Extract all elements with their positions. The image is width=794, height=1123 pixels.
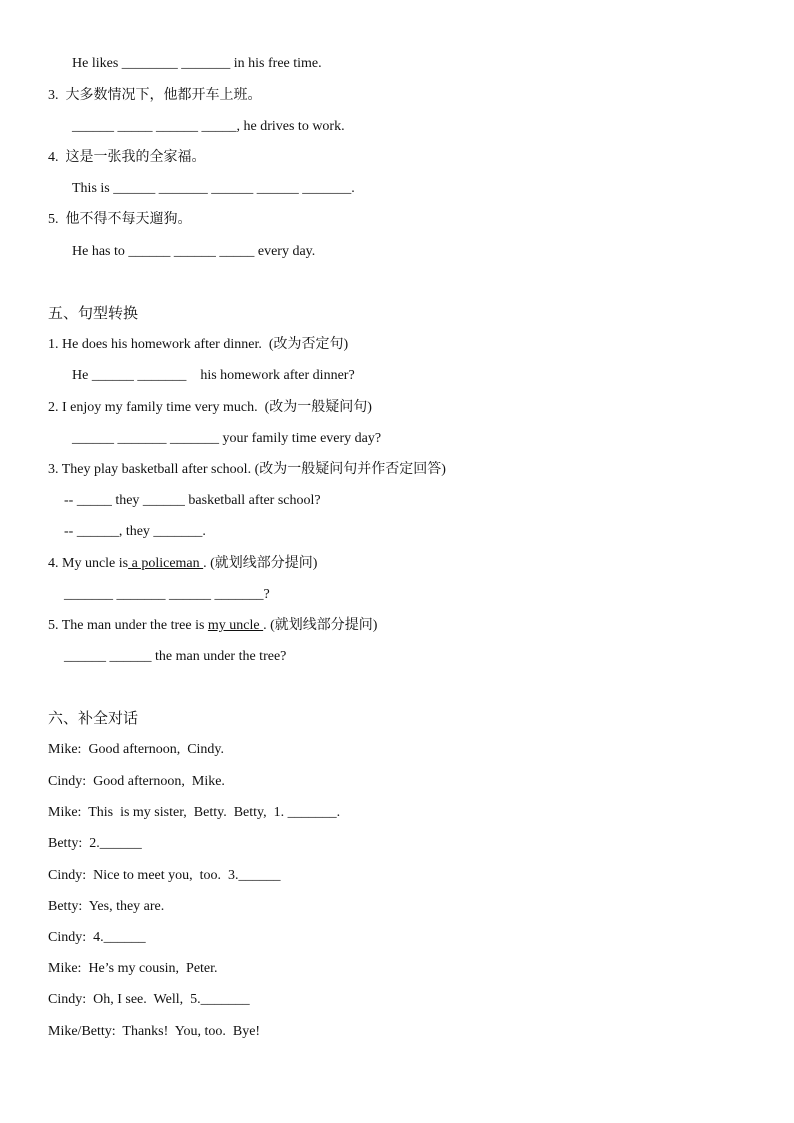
underlined-phrase: my uncle: [207, 618, 264, 633]
exercise-prompt: 4. 这是一张我的全家福。: [48, 150, 206, 165]
dialogue-line: Betty: 2.______: [48, 836, 142, 851]
exercise-line: ______ _____ ______ _____, he drives to work.: [72, 119, 345, 134]
answer-line: He ______ _______ his homework after dinner?: [72, 368, 355, 383]
exercise-prompt: 5. 他不得不每天遛狗。: [48, 212, 192, 227]
dialogue-line: Mike: He’s my cousin, Peter.: [48, 961, 218, 976]
section-heading: 五、句型转换: [48, 306, 139, 322]
dialogue-line: Mike: This is my sister, Betty. Betty, 1. _______.: [48, 805, 341, 820]
question: [48, 555, 317, 573]
exercise-line: He likes ________ _______ in his free time.: [72, 56, 322, 71]
dialogue-line: Cindy: Good afternoon, Mike.: [48, 774, 225, 789]
question: 2. I enjoy my family time very much. (改为一般疑问句): [48, 400, 372, 415]
dialogue-line: Mike: Good afternoon, Cindy.: [48, 742, 225, 757]
dialogue-line: Mike/Betty: Thanks! You, too. Bye!: [48, 1024, 261, 1039]
question: [48, 617, 377, 635]
exercise-line: He has to ______ ______ _____ every day.: [72, 244, 316, 259]
answer-line: -- ______, they _______.: [64, 524, 206, 539]
dialogue-line: Cindy: 4.______: [48, 930, 146, 945]
answer-line: ______ ______ the man under the tree?: [64, 649, 287, 664]
question-text: 4. My uncle is: [48, 556, 129, 571]
exercise-line: This is ______ _______ ______ ______ _______.: [72, 181, 355, 196]
question: 3. They play basketball after school. (改为一般疑问句并作否定回答): [48, 462, 446, 477]
question-text: 5. The man under the tree is: [48, 618, 208, 633]
underlined-phrase: a policeman: [128, 556, 204, 571]
question: 1. He does his homework after dinner. (改为否定句): [48, 337, 349, 352]
dialogue-line: Cindy: Oh, I see. Well, 5._______: [48, 992, 250, 1007]
question-text: . (就划线部分提问): [203, 556, 318, 571]
answer-line: ______ _______ _______ your family time every day?: [72, 431, 382, 446]
section-heading: 六、补全对话: [48, 711, 139, 727]
question-text: . (就划线部分提问): [263, 618, 378, 633]
answer-line: -- _____ they ______ basketball after school?: [64, 493, 321, 508]
dialogue-line: Betty: Yes, they are.: [48, 899, 165, 914]
exercise-prompt: 3. 大多数情况下，他都开车上班。: [48, 88, 262, 103]
answer-line: _______ _______ ______ _______?: [64, 587, 270, 602]
dialogue-line: Cindy: Nice to meet you, too. 3.______: [48, 868, 281, 883]
